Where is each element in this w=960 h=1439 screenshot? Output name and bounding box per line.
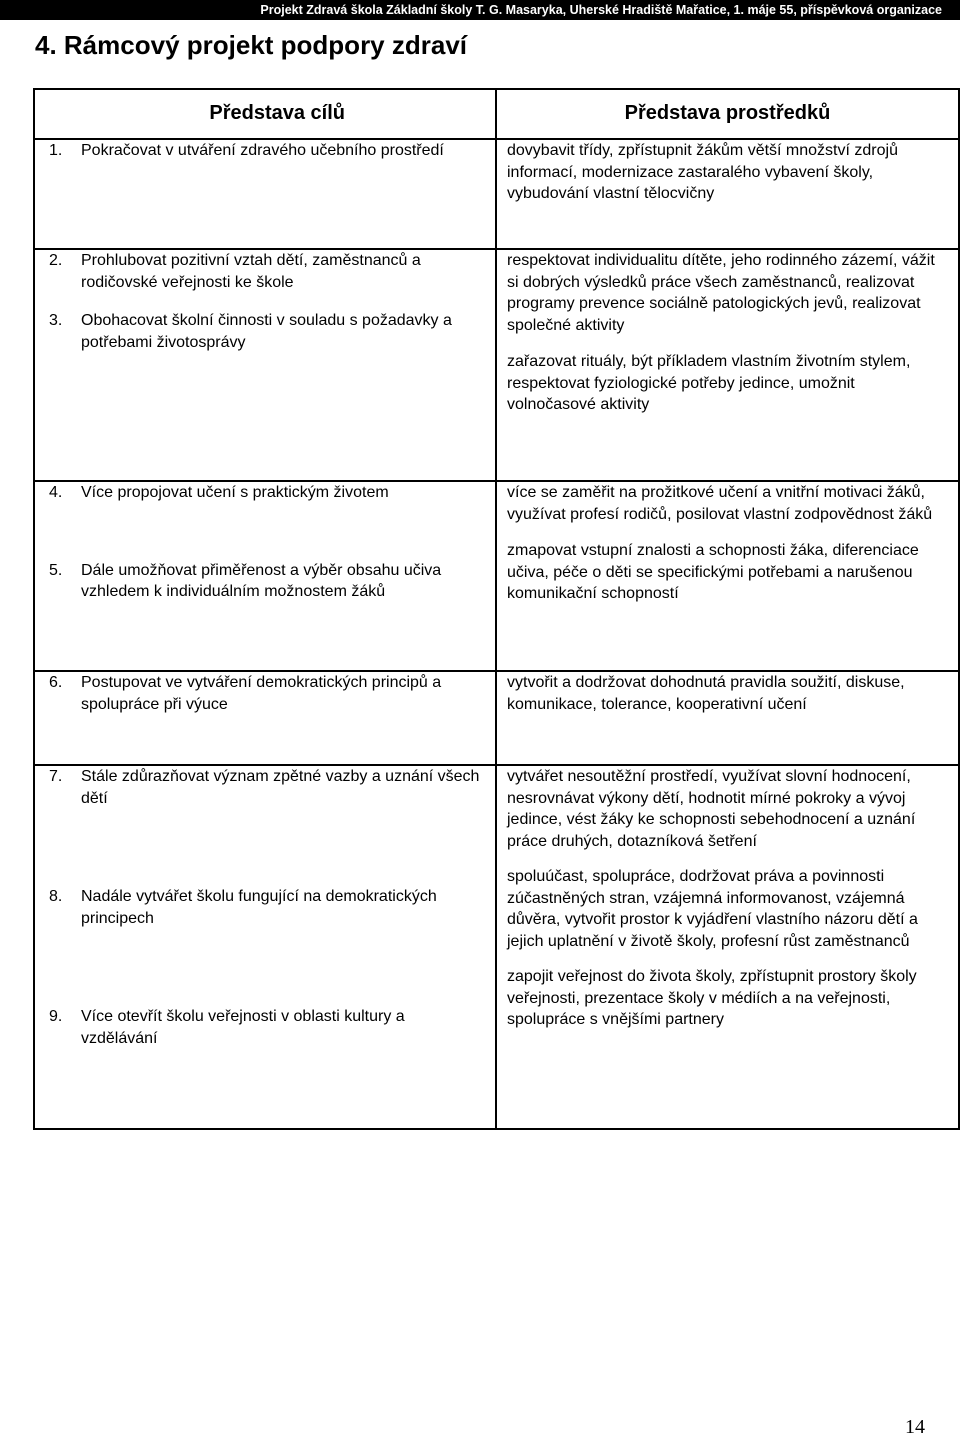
column-header-goals: Představa cílů <box>34 89 496 139</box>
means-text: zmapovat vstupní znalosti a schopnosti žáka, diferenciace učiva, péče o děti se specifickými potřebami a narušenou komunikační schopností <box>507 542 919 602</box>
goal-number: 5. <box>49 561 63 579</box>
means-text: více se zaměřit na prožitkové učení a vnitřní motivaci žáků, využívat profesí rodičů, posilovat vlastní zodpovědnost žáků <box>507 484 933 523</box>
goal-cell <box>34 249 496 481</box>
goal-cell <box>34 481 496 671</box>
goal-number: 1. <box>49 142 63 159</box>
goal-number: 9. <box>49 1008 63 1025</box>
goal-cell <box>34 765 496 1129</box>
goal-number: 3. <box>49 312 63 329</box>
table-row <box>34 671 959 765</box>
means-text: zapojit veřejnost do života školy, zpřístupnit prostory školy veřejnosti, prezentace školy v médiích a na veřejnosti, spolupráce s vnějšími partnery <box>507 968 917 1028</box>
means-text: vytvářet nesoutěžní prostředí, využívat slovní hodnocení, nesrovnávat výkony dětí, hodnotit mírné pokroky a vývoj jedince, vést žáky ke schopnosti sebehodnocení a uznání práce druhých, dotazníková šetření <box>507 768 916 850</box>
goal-item <box>49 482 483 504</box>
goal-item <box>49 886 483 929</box>
table-row <box>34 765 959 1129</box>
means-text: vytvořit a dodržovat dohodnutá pravidla soužití, diskuse, komunikace, tolerance, kooperativní učení <box>507 674 905 713</box>
goal-item <box>49 250 483 293</box>
column-header-means: Představa prostředků <box>496 89 959 139</box>
goal-text: Postupovat ve vytváření demokratických principů a spolupráce při výuce <box>81 674 442 713</box>
means-cell <box>496 481 959 671</box>
goal-text: Stále zdůrazňovat význam zpětné vazby a uznání všech dětí <box>81 768 480 807</box>
document-header: Projekt Zdravá škola Základní školy T. G. Masaryka, Uherské Hradiště Mařatice, 1. máje 55, příspěvková organizace <box>0 0 960 20</box>
goal-text: Více otevřít školu veřejnosti v oblasti kultury a vzdělávání <box>81 1008 405 1047</box>
means-text: dovybavit třídy, zpřístupnit žákům větší množství zdrojů informací, modernizace zastaralého vybavení školy, vybudování vlastní tělocvičny <box>507 142 898 202</box>
goal-text: Pokračovat v utváření zdravého učebního prostředí <box>81 142 444 159</box>
table-header-row <box>34 89 959 139</box>
goal-item <box>49 310 483 353</box>
means-text: zařazovat rituály, být příkladem vlastním životním stylem, respektovat fyziologické potřeby jedince, umožnit volnočasové aktivity <box>507 353 911 413</box>
framework-table <box>33 88 960 1130</box>
goal-item <box>49 1006 483 1049</box>
table-row <box>34 139 959 249</box>
goal-number: 8. <box>49 888 63 905</box>
goal-cell <box>34 139 496 249</box>
goal-item <box>49 766 483 809</box>
goal-item <box>49 140 483 162</box>
means-cell <box>496 249 959 481</box>
means-cell <box>496 671 959 765</box>
page-title: 4. Rámcový projekt podpory zdraví <box>35 30 468 60</box>
means-text: respektovat individualitu dítěte, jeho rodinného zázemí, vážit si dobrých výsledků práce všech zaměstnanců, realizovat programy prevence sociálně patologických jevů, realizovat společné aktivity <box>507 252 935 334</box>
goal-number: 4. <box>49 484 63 501</box>
goal-cell <box>34 671 496 765</box>
means-cell <box>496 765 959 1129</box>
goal-text: Obohacovat školní činnosti v souladu s požadavky a potřebami životosprávy <box>81 312 452 351</box>
means-cell <box>496 139 959 249</box>
page-number: 14 <box>905 1416 925 1438</box>
table-row <box>34 481 959 671</box>
means-text: spoluúčast, spolupráce, dodržovat práva a povinnosti zúčastněných stran, vzájemná informovanost, vzájemná důvěra, vytvořit prostor k vyjádření vlastního názoru dětí a jejich uplatnění v životě školy, profesní růst zaměstnanců <box>507 868 918 950</box>
goal-item <box>49 560 483 603</box>
goal-number: 7. <box>49 768 63 785</box>
goal-text: Více propojovat učení s praktickým životem <box>81 484 389 501</box>
goal-number: 2. <box>49 252 63 269</box>
goal-text: Dále umožňovat přiměřenost a výběr obsahu učiva vzhledem k individuálním možnostem žáků <box>81 561 442 600</box>
goal-text: Prohlubovat pozitivní vztah dětí, zaměstnanců a rodičovské veřejnosti ke škole <box>81 252 421 291</box>
goal-item <box>49 672 483 715</box>
goal-number: 6. <box>49 674 63 691</box>
goal-text: Nadále vytvářet školu fungující na demokratických principech <box>81 888 437 927</box>
table-row <box>34 249 959 481</box>
